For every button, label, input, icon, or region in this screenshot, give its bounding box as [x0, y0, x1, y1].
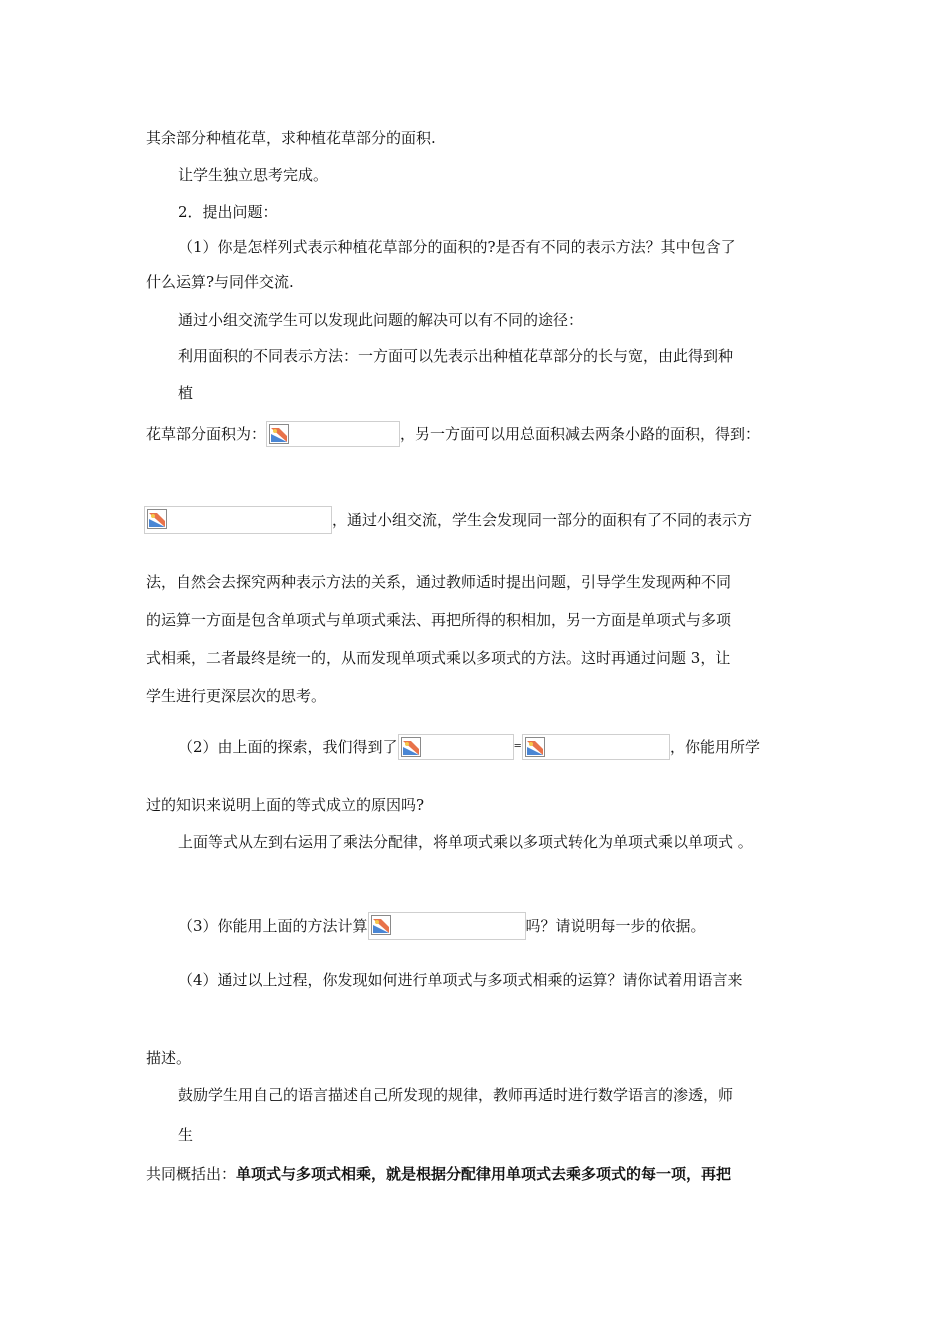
conclusion-line: 共同概括出：单项式与多项式相乘，就是根据分配律用单项式去乘多项式的每一项，再把 — [146, 1165, 732, 1183]
text-line: 通过小组交流学生可以发现此问题的解决可以有不同的途径： — [178, 311, 584, 329]
formula-image — [368, 912, 526, 940]
formula-image — [266, 421, 400, 447]
text-line: 鼓励学生用自己的语言描述自己所发现的规律，教师再适时进行数学语言的渗透，师 — [178, 1086, 734, 1104]
text-line: 植 — [178, 384, 194, 402]
text-line: 什么运算?与同伴交流. — [146, 273, 294, 291]
conclusion-bold: 单项式与多项式相乘，就是根据分配律用单项式去乘多项式的每一项，再把 — [236, 1165, 732, 1183]
section-heading: 2．提出问题： — [178, 203, 278, 221]
text-line: 描述。 — [146, 1049, 192, 1067]
question-3: （3）你能用上面的方法计算 吗？请说明每一步的依据。 — [178, 912, 706, 940]
formula-image — [522, 734, 670, 760]
text-line: 生 — [178, 1126, 194, 1144]
text-line: 式相乘，二者最终是统一的，从而发现单项式乘以多项式的方法。这时再通过问题 3，让 — [146, 649, 731, 667]
question-4: （4）通过以上过程，你发现如何进行单项式与多项式相乘的运算？请你试着用语言来 — [178, 971, 743, 989]
text-line: 学生进行更深层次的思考。 — [146, 687, 327, 705]
broken-image-icon — [401, 737, 421, 757]
broken-image-icon — [525, 737, 545, 757]
text-line: 让学生独立思考完成。 — [178, 166, 329, 184]
text-line: 的运算一方面是包含单项式与单项式乘法、再把所得的积相加，另一方面是单项式与多项 — [146, 611, 732, 629]
text-line: 法，自然会去探究两种表示方法的关系，通过教师适时提出问题，引导学生发现两种不同 — [146, 573, 732, 591]
question-2: （2）由上面的探索，我们得到了 = ，你能用所学 — [178, 734, 760, 760]
text-line: 过的知识来说明上面的等式成立的原因吗? — [146, 796, 425, 814]
formula-image — [398, 734, 514, 760]
text-line-with-formula: 花草部分面积为： ，另一方面可以用总面积减去两条小路的面积，得到： — [146, 421, 760, 447]
broken-image-icon — [147, 509, 167, 529]
question-1: （1）你是怎样列式表示种植花草部分的面积的?是否有不同的表示方法？其中包含了 — [178, 238, 736, 256]
formula-image — [144, 506, 332, 534]
text-line: 其余部分种植花草，求种植花草部分的面积. — [146, 129, 436, 147]
text-line: 上面等式从左到右运用了乘法分配律，将单项式乘以多项式转化为单项式乘以单项式 。 — [178, 833, 753, 851]
text-line: 利用面积的不同表示方法：一方面可以先表示出种植花草部分的长与宽，由此得到种 — [178, 347, 734, 365]
broken-image-icon — [371, 915, 391, 935]
text-line-with-formula: ，通过小组交流，学生会发现同一部分的面积有了不同的表示方 — [144, 506, 752, 534]
broken-image-icon — [269, 424, 289, 444]
